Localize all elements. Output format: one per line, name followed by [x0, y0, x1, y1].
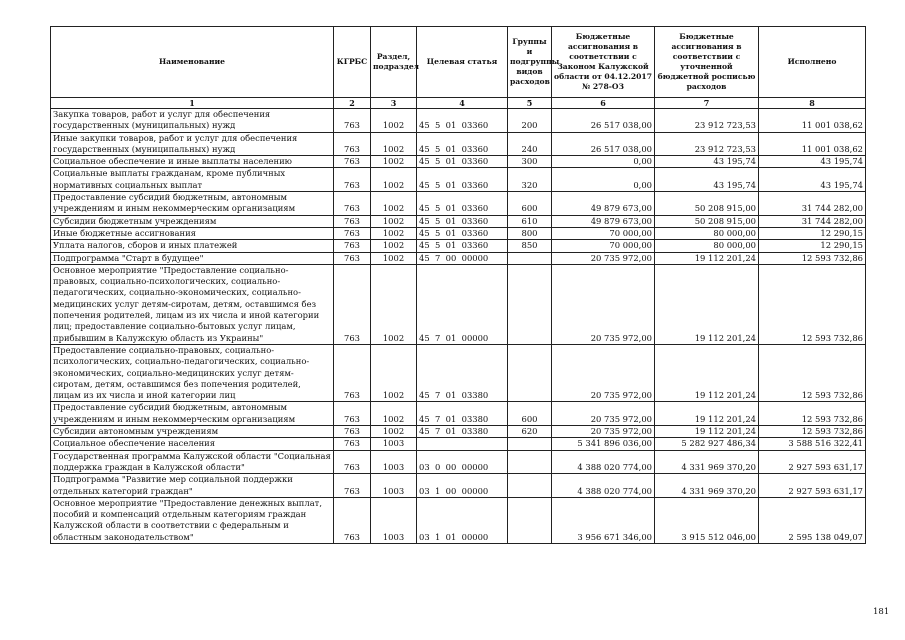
table-row: [51, 450, 866, 474]
table-row: [51, 264, 866, 344]
cell-zakon: 49 879 673,00: [552, 215, 655, 227]
cell-razdel: 1002: [371, 132, 417, 156]
cell-vid: [508, 264, 552, 344]
cell-rospis: 80 000,00: [655, 240, 759, 252]
cell-razdel: 1003: [371, 497, 417, 543]
cell-zakon: 70 000,00: [552, 240, 655, 252]
cell-name: Субсидии автономным учреждениям: [51, 426, 334, 438]
cell-vid: 240: [508, 132, 552, 156]
cell-rospis: 19 112 201,24: [655, 264, 759, 344]
cell-name: Социальное обеспечение населения: [51, 438, 334, 450]
cell-statya: 45 7 01 03380: [417, 402, 508, 426]
cell-rospis: 3 915 512 046,00: [655, 497, 759, 543]
cell-kgrbs: 763: [334, 474, 371, 498]
header-rospis: Бюджетные ассигнования в соответствии с уточненной бюджетной росписью расходов: [655, 27, 759, 98]
cell-zakon: 20 735 972,00: [552, 264, 655, 344]
cell-name: Подпрограмма "Старт в будущее": [51, 252, 334, 264]
cell-kgrbs: 763: [334, 240, 371, 252]
cell-name: Иные бюджетные ассигнования: [51, 227, 334, 239]
cell-razdel: 1002: [371, 168, 417, 192]
cell-kgrbs: 763: [334, 109, 371, 133]
cell-name: Социальное обеспечение и иные выплаты населению: [51, 156, 334, 168]
cell-razdel: 1002: [371, 192, 417, 216]
cell-name: Основное мероприятие "Предоставление денежных выплат, пособий и компенсаций отдельным категориям граждан Калужской области в соответствии с федеральным и областным законодательством": [51, 497, 334, 543]
cell-name: Основное мероприятие "Предоставление социально-правовых, социально-психологических, социально-педагогических, социально-экономических, социально-медицинских услуг детям-сиротам, детям, оставшимся без попечения родителей, лицам из их числа и иной категории лиц; предоставление социально-бытовых услуг лицам, прибывшим в Калужскую область из Украины": [51, 264, 334, 344]
cell-statya: 45 5 01 03360: [417, 215, 508, 227]
cell-zakon: 20 735 972,00: [552, 344, 655, 401]
cell-rospis: 23 912 723,53: [655, 132, 759, 156]
cell-kgrbs: 763: [334, 426, 371, 438]
cell-rospis: 19 112 201,24: [655, 402, 759, 426]
cell-razdel: 1003: [371, 438, 417, 450]
cell-razdel: 1003: [371, 450, 417, 474]
cell-razdel: 1002: [371, 344, 417, 401]
page-number: 181: [873, 607, 890, 617]
cell-zakon: 0,00: [552, 168, 655, 192]
cell-statya: 45 5 01 03360: [417, 156, 508, 168]
cell-ispolneno: 12 593 732,86: [759, 402, 866, 426]
table-row: [51, 344, 866, 401]
cell-kgrbs: 763: [334, 192, 371, 216]
cell-rospis: 19 112 201,24: [655, 426, 759, 438]
cell-kgrbs: 763: [334, 227, 371, 239]
table-row: [51, 402, 866, 426]
table-row: [51, 215, 866, 227]
cell-kgrbs: 763: [334, 215, 371, 227]
column-number: 2: [334, 98, 371, 109]
cell-statya: [417, 438, 508, 450]
cell-razdel: 1002: [371, 240, 417, 252]
cell-vid: [508, 344, 552, 401]
cell-ispolneno: 12 593 732,86: [759, 426, 866, 438]
cell-razdel: 1002: [371, 156, 417, 168]
cell-vid: [508, 252, 552, 264]
cell-statya: 45 5 01 03360: [417, 168, 508, 192]
cell-razdel: 1003: [371, 474, 417, 498]
cell-statya: 45 7 01 00000: [417, 264, 508, 344]
cell-ispolneno: 43 195,74: [759, 168, 866, 192]
table-row: [51, 132, 866, 156]
cell-zakon: 20 735 972,00: [552, 402, 655, 426]
cell-ispolneno: 43 195,74: [759, 156, 866, 168]
cell-rospis: 43 195,74: [655, 168, 759, 192]
header-vid: Группы и подгруппы видов расходов: [508, 27, 552, 98]
cell-statya: 03 1 00 00000: [417, 474, 508, 498]
column-number: 8: [759, 98, 866, 109]
cell-zakon: 4 388 020 774,00: [552, 474, 655, 498]
cell-zakon: 49 879 673,00: [552, 192, 655, 216]
table-row: [51, 438, 866, 450]
cell-ispolneno: 3 588 516 322,41: [759, 438, 866, 450]
cell-ispolneno: 11 001 038,62: [759, 132, 866, 156]
column-number: 7: [655, 98, 759, 109]
column-number: 3: [371, 98, 417, 109]
cell-ispolneno: 12 593 732,86: [759, 252, 866, 264]
cell-rospis: 4 331 969 370,20: [655, 474, 759, 498]
table-row: [51, 168, 866, 192]
cell-zakon: 5 341 896 036,00: [552, 438, 655, 450]
cell-kgrbs: 763: [334, 450, 371, 474]
table-row: [51, 192, 866, 216]
cell-statya: 45 5 01 03360: [417, 109, 508, 133]
cell-kgrbs: 763: [334, 132, 371, 156]
column-number: 4: [417, 98, 508, 109]
table-row: [51, 474, 866, 498]
cell-statya: 45 5 01 03360: [417, 192, 508, 216]
cell-kgrbs: 763: [334, 402, 371, 426]
table-row: [51, 156, 866, 168]
cell-kgrbs: 763: [334, 344, 371, 401]
cell-kgrbs: 763: [334, 497, 371, 543]
cell-razdel: 1002: [371, 426, 417, 438]
cell-ispolneno: 12 290,15: [759, 240, 866, 252]
cell-statya: 45 7 01 03380: [417, 426, 508, 438]
cell-rospis: 50 208 915,00: [655, 192, 759, 216]
column-number-row: [51, 98, 866, 109]
cell-ispolneno: 11 001 038,62: [759, 109, 866, 133]
cell-statya: 45 7 01 03380: [417, 344, 508, 401]
cell-vid: 620: [508, 426, 552, 438]
cell-zakon: 20 735 972,00: [552, 252, 655, 264]
budget-table: [50, 26, 866, 544]
cell-vid: [508, 497, 552, 543]
cell-rospis: 43 195,74: [655, 156, 759, 168]
cell-kgrbs: 763: [334, 168, 371, 192]
cell-rospis: 4 331 969 370,20: [655, 450, 759, 474]
cell-name: Предоставление субсидий бюджетным, автономным учреждениям и иным некоммерческим организациям: [51, 192, 334, 216]
cell-rospis: 19 112 201,24: [655, 344, 759, 401]
cell-statya: 03 1 01 00000: [417, 497, 508, 543]
cell-vid: [508, 438, 552, 450]
header-zakon: Бюджетные ассигнования в соответствии с Законом Калужской области от 04.12.2017 № 278-ОЗ: [552, 27, 655, 98]
cell-vid: 600: [508, 402, 552, 426]
cell-name: Уплата налогов, сборов и иных платежей: [51, 240, 334, 252]
cell-kgrbs: 763: [334, 438, 371, 450]
cell-ispolneno: 31 744 282,00: [759, 215, 866, 227]
cell-razdel: 1002: [371, 402, 417, 426]
cell-name: Социальные выплаты гражданам, кроме публичных нормативных социальных выплат: [51, 168, 334, 192]
cell-razdel: 1002: [371, 252, 417, 264]
header-row: [51, 27, 866, 98]
cell-ispolneno: 2 927 593 631,17: [759, 450, 866, 474]
cell-ispolneno: 12 593 732,86: [759, 344, 866, 401]
header-name: Наименование: [51, 27, 334, 98]
cell-zakon: 20 735 972,00: [552, 426, 655, 438]
cell-vid: 320: [508, 168, 552, 192]
cell-rospis: 19 112 201,24: [655, 252, 759, 264]
cell-razdel: 1002: [371, 264, 417, 344]
table-row: [51, 497, 866, 543]
cell-name: Предоставление субсидий бюджетным, автономным учреждениям и иным некоммерческим организациям: [51, 402, 334, 426]
cell-ispolneno: 12 290,15: [759, 227, 866, 239]
cell-name: Иные закупки товаров, работ и услуг для обеспечения государственных (муниципальных) нужд: [51, 132, 334, 156]
column-number: 5: [508, 98, 552, 109]
cell-zakon: 0,00: [552, 156, 655, 168]
cell-vid: 610: [508, 215, 552, 227]
cell-razdel: 1002: [371, 227, 417, 239]
cell-zakon: 4 388 020 774,00: [552, 450, 655, 474]
cell-razdel: 1002: [371, 109, 417, 133]
cell-kgrbs: 763: [334, 156, 371, 168]
cell-vid: 200: [508, 109, 552, 133]
header-statya: Целевая статья: [417, 27, 508, 98]
cell-statya: 45 7 00 00000: [417, 252, 508, 264]
cell-zakon: 3 956 671 346,00: [552, 497, 655, 543]
table-row: [51, 109, 866, 133]
cell-name: Подпрограмма "Развитие мер социальной поддержки отдельных категорий граждан": [51, 474, 334, 498]
cell-ispolneno: 12 593 732,86: [759, 264, 866, 344]
cell-vid: [508, 450, 552, 474]
cell-kgrbs: 763: [334, 264, 371, 344]
cell-zakon: 26 517 038,00: [552, 132, 655, 156]
cell-vid: 850: [508, 240, 552, 252]
cell-name: Государственная программа Калужской области "Социальная поддержка граждан в Калужской области": [51, 450, 334, 474]
cell-ispolneno: 2 595 138 049,07: [759, 497, 866, 543]
cell-statya: 45 5 01 03360: [417, 240, 508, 252]
cell-name: Субсидии бюджетным учреждениям: [51, 215, 334, 227]
cell-vid: 800: [508, 227, 552, 239]
cell-razdel: 1002: [371, 215, 417, 227]
cell-vid: 300: [508, 156, 552, 168]
cell-rospis: 50 208 915,00: [655, 215, 759, 227]
cell-rospis: 23 912 723,53: [655, 109, 759, 133]
table-row: [51, 252, 866, 264]
header-ispolneno: Исполнено: [759, 27, 866, 98]
cell-ispolneno: 31 744 282,00: [759, 192, 866, 216]
cell-name: Закупка товаров, работ и услуг для обеспечения государственных (муниципальных) нужд: [51, 109, 334, 133]
cell-vid: 600: [508, 192, 552, 216]
cell-zakon: 70 000,00: [552, 227, 655, 239]
header-razdel: Раздел, подраздел: [371, 27, 417, 98]
cell-zakon: 26 517 038,00: [552, 109, 655, 133]
column-number: 1: [51, 98, 334, 109]
table-row: [51, 426, 866, 438]
cell-vid: [508, 474, 552, 498]
cell-rospis: 80 000,00: [655, 227, 759, 239]
cell-name: Предоставление социально-правовых, социально-психологических, социально-педагогических, социально-экономических, социально-медицинских услуг детям-сиротам, детям, оставшимся без попечения родителей, лицам из их числа и иной категории лиц: [51, 344, 334, 401]
cell-statya: 03 0 00 00000: [417, 450, 508, 474]
table-body: [51, 109, 866, 544]
cell-rospis: 5 282 927 486,34: [655, 438, 759, 450]
table-row: [51, 240, 866, 252]
column-number: 6: [552, 98, 655, 109]
cell-statya: 45 5 01 03360: [417, 132, 508, 156]
table-row: [51, 227, 866, 239]
header-kgrbs: КГРБС: [334, 27, 371, 98]
cell-kgrbs: 763: [334, 252, 371, 264]
cell-statya: 45 5 01 03360: [417, 227, 508, 239]
cell-ispolneno: 2 927 593 631,17: [759, 474, 866, 498]
